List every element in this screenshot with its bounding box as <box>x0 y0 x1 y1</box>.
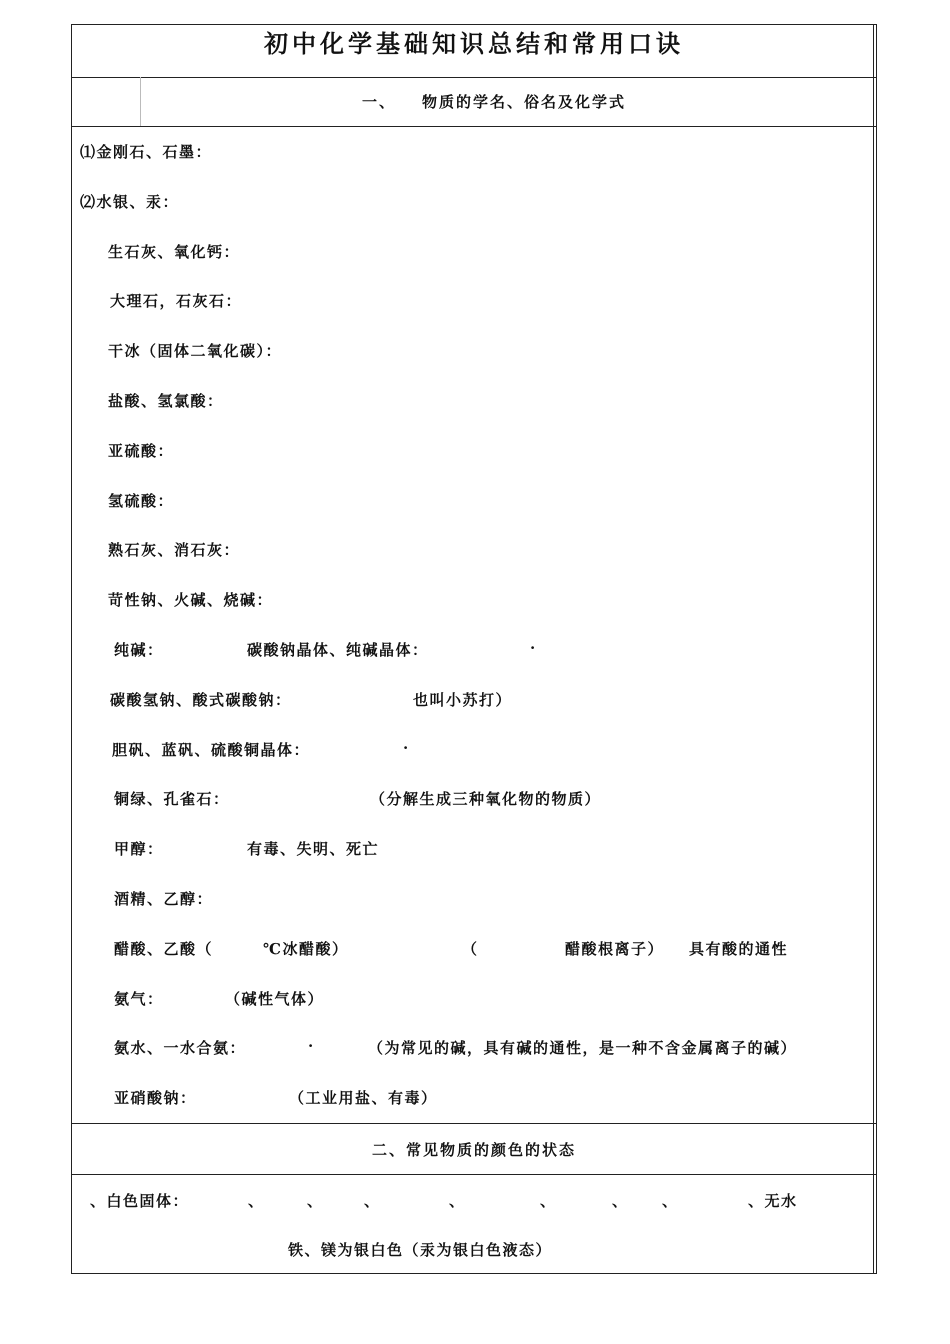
list-item <box>108 539 848 561</box>
item-note: · <box>530 639 537 657</box>
item-note: （ <box>462 939 479 958</box>
list-item <box>114 639 854 661</box>
item-label: 干冰（固体二氧化碳）： <box>108 342 283 361</box>
page-title: 初中化学基础知识总结和常用口诀 <box>264 29 684 58</box>
divider <box>72 1174 876 1175</box>
item-label: 苛性钠、火碱、烧碱： <box>108 591 274 610</box>
item-separator: 、 <box>364 1192 381 1210</box>
white-solid-row <box>72 1190 872 1212</box>
item-note: （碱性气体） <box>225 989 325 1008</box>
list-item <box>114 838 854 860</box>
item-note: （分解生成三种氧化物的物质） <box>370 790 602 809</box>
item-note: 也叫小苏打） <box>413 690 513 709</box>
item-separator: 、 <box>248 1192 265 1210</box>
divider <box>72 126 876 127</box>
item-label: 甲醇： <box>114 840 164 859</box>
divider <box>140 77 141 127</box>
list-item <box>110 689 850 711</box>
list-item <box>114 1037 854 1059</box>
item-label: 盐酸、氢氯酸： <box>108 392 224 410</box>
metal-color-row: 铁、镁为银白色（汞为银白色液态） <box>288 1241 553 1259</box>
item-label: 碳酸氢钠、酸式碳酸钠： <box>110 690 292 709</box>
item-separator: 、无水 <box>748 1192 798 1210</box>
item-note: 具有酸的通性 <box>689 939 789 958</box>
section-title: 物质的学名、俗名及化学式 <box>422 93 627 111</box>
item-label: 氨水、一水合氨： <box>114 1039 247 1058</box>
item-note: （为常见的碱，具有碱的通性，是一种不含金属离子的碱） <box>368 1039 798 1058</box>
item-label: 亚硝酸钠： <box>114 1089 197 1108</box>
divider <box>72 1123 876 1124</box>
item-label: 纯碱： <box>114 641 164 659</box>
item-separator: 、 <box>540 1192 557 1210</box>
item-note: ℃冰醋酸） <box>263 939 349 958</box>
item-label: 氨气： <box>114 989 164 1008</box>
list-item <box>80 191 820 213</box>
divider <box>72 77 876 78</box>
item-note: · <box>403 738 410 757</box>
list-item <box>80 141 820 163</box>
section-number: 一、 <box>362 93 397 111</box>
list-item <box>108 241 848 263</box>
item-separator: 、 <box>662 1192 679 1210</box>
item-label: 大理石，石灰石： <box>110 292 243 311</box>
item-label: 生石灰、氧化钙： <box>108 242 241 261</box>
item-label: 亚硫酸： <box>108 441 175 460</box>
item-note: 醋酸根离子） <box>565 939 665 958</box>
item-label: ⑵水银、汞： <box>80 192 180 211</box>
list-item <box>110 290 850 312</box>
list-item <box>114 938 854 960</box>
item-separator: 、 <box>449 1192 466 1210</box>
list-item <box>114 988 854 1010</box>
list-item <box>114 788 854 810</box>
item-separator: 、 <box>307 1192 324 1210</box>
item-label: 酒精、乙醇： <box>114 890 214 908</box>
list-item <box>108 589 848 611</box>
list-item <box>108 440 848 462</box>
item-label: 熟石灰、消石灰： <box>108 541 241 560</box>
section-heading-2: 二、常见物质的颜色的状态 <box>371 1141 576 1159</box>
item-note: · <box>308 1037 315 1056</box>
document-table <box>71 24 877 1274</box>
list-item <box>114 1087 854 1109</box>
item-label: 铜绿、孔雀石： <box>114 790 230 809</box>
list-item <box>108 390 848 412</box>
item-label: 氢硫酸： <box>108 491 175 510</box>
item-label: 、白色固体： <box>90 1192 190 1210</box>
list-item <box>114 888 854 910</box>
item-note: （工业用盐、有毒） <box>289 1089 438 1108</box>
item-label: ⑴金刚石、石墨： <box>80 143 213 161</box>
list-item <box>108 340 848 362</box>
item-note: 有毒、失明、死亡 <box>247 840 380 859</box>
item-label: 胆矾、蓝矾、硫酸铜晶体： <box>112 740 311 759</box>
list-item <box>112 739 852 761</box>
item-separator: 、 <box>612 1192 629 1210</box>
item-label: 醋酸、乙酸（ <box>114 939 214 958</box>
item-note: 碳酸钠晶体、纯碱晶体： <box>247 641 429 659</box>
list-item <box>108 490 848 512</box>
